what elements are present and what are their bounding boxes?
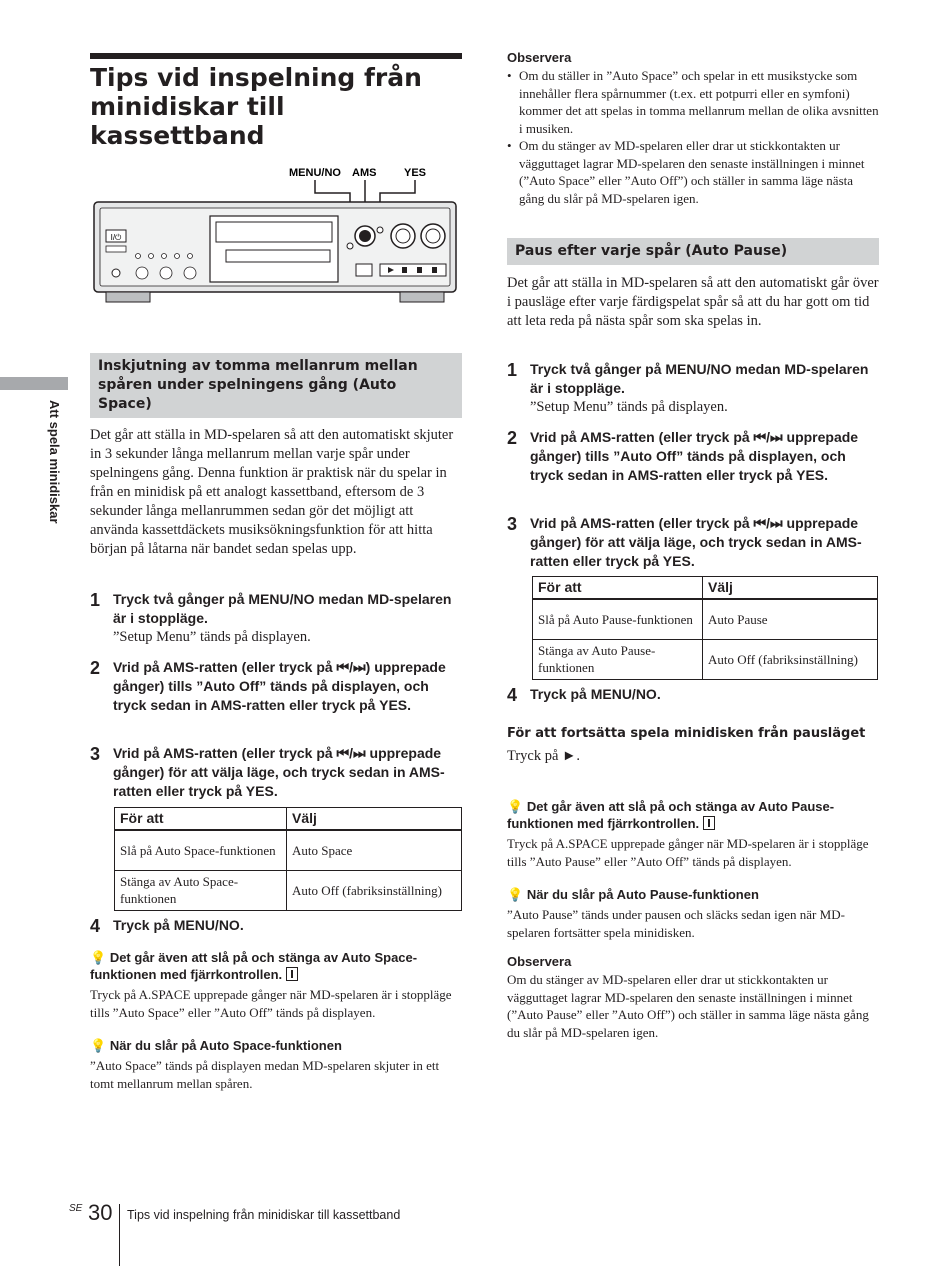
label-yes: YES (404, 167, 427, 179)
auto-space-options-table (114, 807, 462, 911)
tip-lightbulb-icon: 💡 (90, 1038, 107, 1053)
auto-space-step-3 (90, 744, 462, 801)
step-number: 4 (507, 685, 518, 705)
auto-pause-tip-remote (507, 798, 879, 870)
footer-language: SE (69, 1203, 83, 1214)
step-text: Vrid på AMS-ratten (eller tryck på ⏮/⏭) upprepade gånger) tills ”Auto Off” tänds på displayen, och tryck sedan in AMS-ratten eller tryck på YES. (113, 659, 446, 713)
step-number: 4 (90, 916, 101, 936)
tip-heading: Det går även att slå på och stänga av Auto Pause-funktionen med fjärrkontrollen. (507, 799, 835, 831)
tip-heading: När du slår på Auto Space-funktionen (109, 1038, 342, 1053)
auto-pause-tip-on (507, 886, 879, 941)
table-cell: Auto Off (fabriksinställning) (703, 639, 878, 679)
page-title: Tips vid inspelning från minidiskar till kassettband (90, 63, 422, 150)
table-cell: Stänga av Auto Pause-funktionen (533, 639, 703, 679)
footer-page-number: 30 (88, 1200, 113, 1225)
observe-block-auto-space (507, 50, 879, 207)
auto-pause-options-table (532, 576, 878, 680)
step-number: 2 (90, 658, 101, 678)
section-header-auto-pause: Paus efter varje spår (Auto Pause) (507, 238, 879, 265)
observe-heading: Observera (507, 954, 572, 969)
table-cell: Slå på Auto Pause-funktionen (533, 599, 703, 639)
tip-lightbulb-icon: 💡 (507, 887, 524, 902)
auto-pause-step-1 (507, 360, 879, 417)
auto-pause-step-4 (507, 685, 879, 704)
step-text: Tryck på MENU/NO. (530, 686, 661, 702)
remote-control-icon (286, 967, 298, 981)
table-cell: Slå på Auto Space-funktionen (115, 830, 287, 870)
remote-control-icon (703, 816, 715, 830)
step-number: 2 (507, 428, 518, 448)
observe-block-auto-pause (507, 954, 879, 1041)
auto-space-tip-remote (90, 949, 462, 1021)
tip-body: ”Auto Pause” tänds under pausen och släcks sedan igen när MD-spelaren fortsätter spela minidisken. (507, 907, 845, 940)
label-ams: AMS (352, 167, 377, 179)
observe-item: • Om du ställer in ”Auto Space” och spelar in ett musikstycke som innehåller flera spårnummer (t.ex. ett potpurri eller en symfoni) kommer det att spelas in tomma mellanrum mellan de olika avsnitten i musiken. (507, 67, 879, 137)
step-text: Tryck på MENU/NO. (113, 917, 244, 933)
tip-body: Tryck på A.SPACE upprepade gånger när MD-spelaren är i stoppläge tills ”Auto Pause” eller ”Auto Off” tänds på displayen. (507, 836, 869, 869)
tip-body: ”Auto Space” tänds på displayen medan MD-spelaren skjuter in ett tomt mellanrum mellan spåren. (90, 1058, 440, 1091)
continue-body: Tryck på ►. (507, 748, 581, 764)
step-text: Vrid på AMS-ratten (eller tryck på ⏮/⏭ upprepade gånger) tills ”Auto Off” tänds på displayen, och tryck sedan in AMS-ratten eller tryck på YES. (530, 429, 859, 483)
observe-list (507, 67, 879, 207)
section-header-auto-space: Inskjutning av tomma mellanrum mellan spåren under spelningens gång (Auto Space) (90, 353, 462, 418)
observe-heading: Observera (507, 50, 572, 65)
table-header-choice: Välj (703, 577, 878, 600)
footer-divider (119, 1204, 120, 1266)
tip-lightbulb-icon: 💡 (90, 950, 107, 965)
title-rule (90, 53, 462, 59)
auto-space-step-1 (90, 590, 462, 647)
table-cell: Auto Off (fabriksinställning) (287, 870, 462, 910)
continue-heading: För att fortsätta spela minidisken från pausläget (507, 726, 866, 741)
step-text: Tryck två gånger på MENU/NO medan MD-spelaren är i stoppläge. (530, 361, 869, 396)
table-header-action: För att (533, 577, 703, 600)
table-cell: Auto Pause (703, 599, 878, 639)
auto-pause-intro: Det går att ställa in MD-spelaren så att den automatiskt går över i pausläge efter varje färdigspelat spår så att du har gott om tid att leta reda på nästa spår som ska spelas in. (507, 275, 879, 329)
auto-space-tip-on (90, 1037, 462, 1092)
table-cell: Auto Space (287, 830, 462, 870)
observe-item: • Om du stänger av MD-spelaren eller drar ut stickkontakten ur vägguttaget lagrar MD-spelaren den senaste inställningen i minnet (”Auto Space” eller ”Auto Off”) och ställer in samma läge nästa gång du slår på MD-spelaren igen. (507, 137, 879, 207)
step-text: Tryck två gånger på MENU/NO medan MD-spelaren är i stoppläge. (113, 591, 452, 626)
label-menu-no: MENU/NO (289, 167, 341, 179)
tip-body: Tryck på A.SPACE upprepade gånger när MD-spelaren är i stoppläge tills ”Auto Space” eller ”Auto Off” tänds på displayen. (90, 987, 452, 1020)
step-number: 1 (90, 590, 101, 610)
step-text: Vrid på AMS-ratten (eller tryck på ⏮/⏭ upprepade gånger) för att välja läge, och tryck sedan in AMS-ratten eller tryck på YES. (530, 515, 862, 569)
table-cell: Stänga av Auto Space-funktionen (115, 870, 287, 910)
md-player-illustration (90, 160, 462, 310)
auto-pause-step-2 (507, 428, 879, 485)
step-text: Vrid på AMS-ratten (eller tryck på ⏮/⏭ upprepade gånger) för att välja läge, och tryck sedan in AMS-ratten eller tryck på YES. (113, 745, 445, 799)
power-label: I/⏻ (110, 233, 122, 242)
footer-title: Tips vid inspelning från minidiskar till kassettband (127, 1208, 401, 1222)
tip-heading: När du slår på Auto Pause-funktionen (526, 887, 759, 902)
step-result: ”Setup Menu” tänds på displayen. (113, 629, 311, 645)
observe-body: Om du stänger av MD-spelaren eller drar ut stickkontakten ur vägguttaget lagrar MD-spelaren den senaste inställningen i minnet (”Auto Pause” eller ”Auto Off”) och ställer in samma läge nästa gång du slår på MD-spelaren igen. (507, 972, 869, 1040)
auto-space-intro: Det går att ställa in MD-spelaren så att den automatiskt skjuter in 3 sekunder långa mellanrum mellan varje spår under spelningens gång. Denna funktion är praktisk när du spelar in från en minidisk på ett analogt kassettband, eftersom de 3 sekunder långa mellanrummen sedan gör det möjligt att använda kassettdäckets musiksökningsfunktion för att hitta början på låtarna när bandet sedan spelas upp. (90, 427, 454, 557)
step-number: 3 (90, 744, 101, 764)
auto-space-step-4 (90, 916, 462, 935)
table-header-choice: Välj (287, 808, 462, 831)
tip-heading: Det går även att slå på och stänga av Auto Space-funktionen med fjärrkontrollen. (90, 950, 418, 982)
table-header-action: För att (115, 808, 287, 831)
step-number: 1 (507, 360, 518, 380)
tip-lightbulb-icon: 💡 (507, 799, 524, 814)
side-chapter-label: Att spela minidiskar (47, 400, 62, 524)
auto-space-step-2 (90, 658, 462, 715)
step-number: 3 (507, 514, 518, 534)
auto-pause-step-3 (507, 514, 879, 571)
side-tab-marker (0, 377, 68, 390)
continue-play-block (507, 724, 879, 766)
step-result: ”Setup Menu” tänds på displayen. (530, 399, 728, 415)
